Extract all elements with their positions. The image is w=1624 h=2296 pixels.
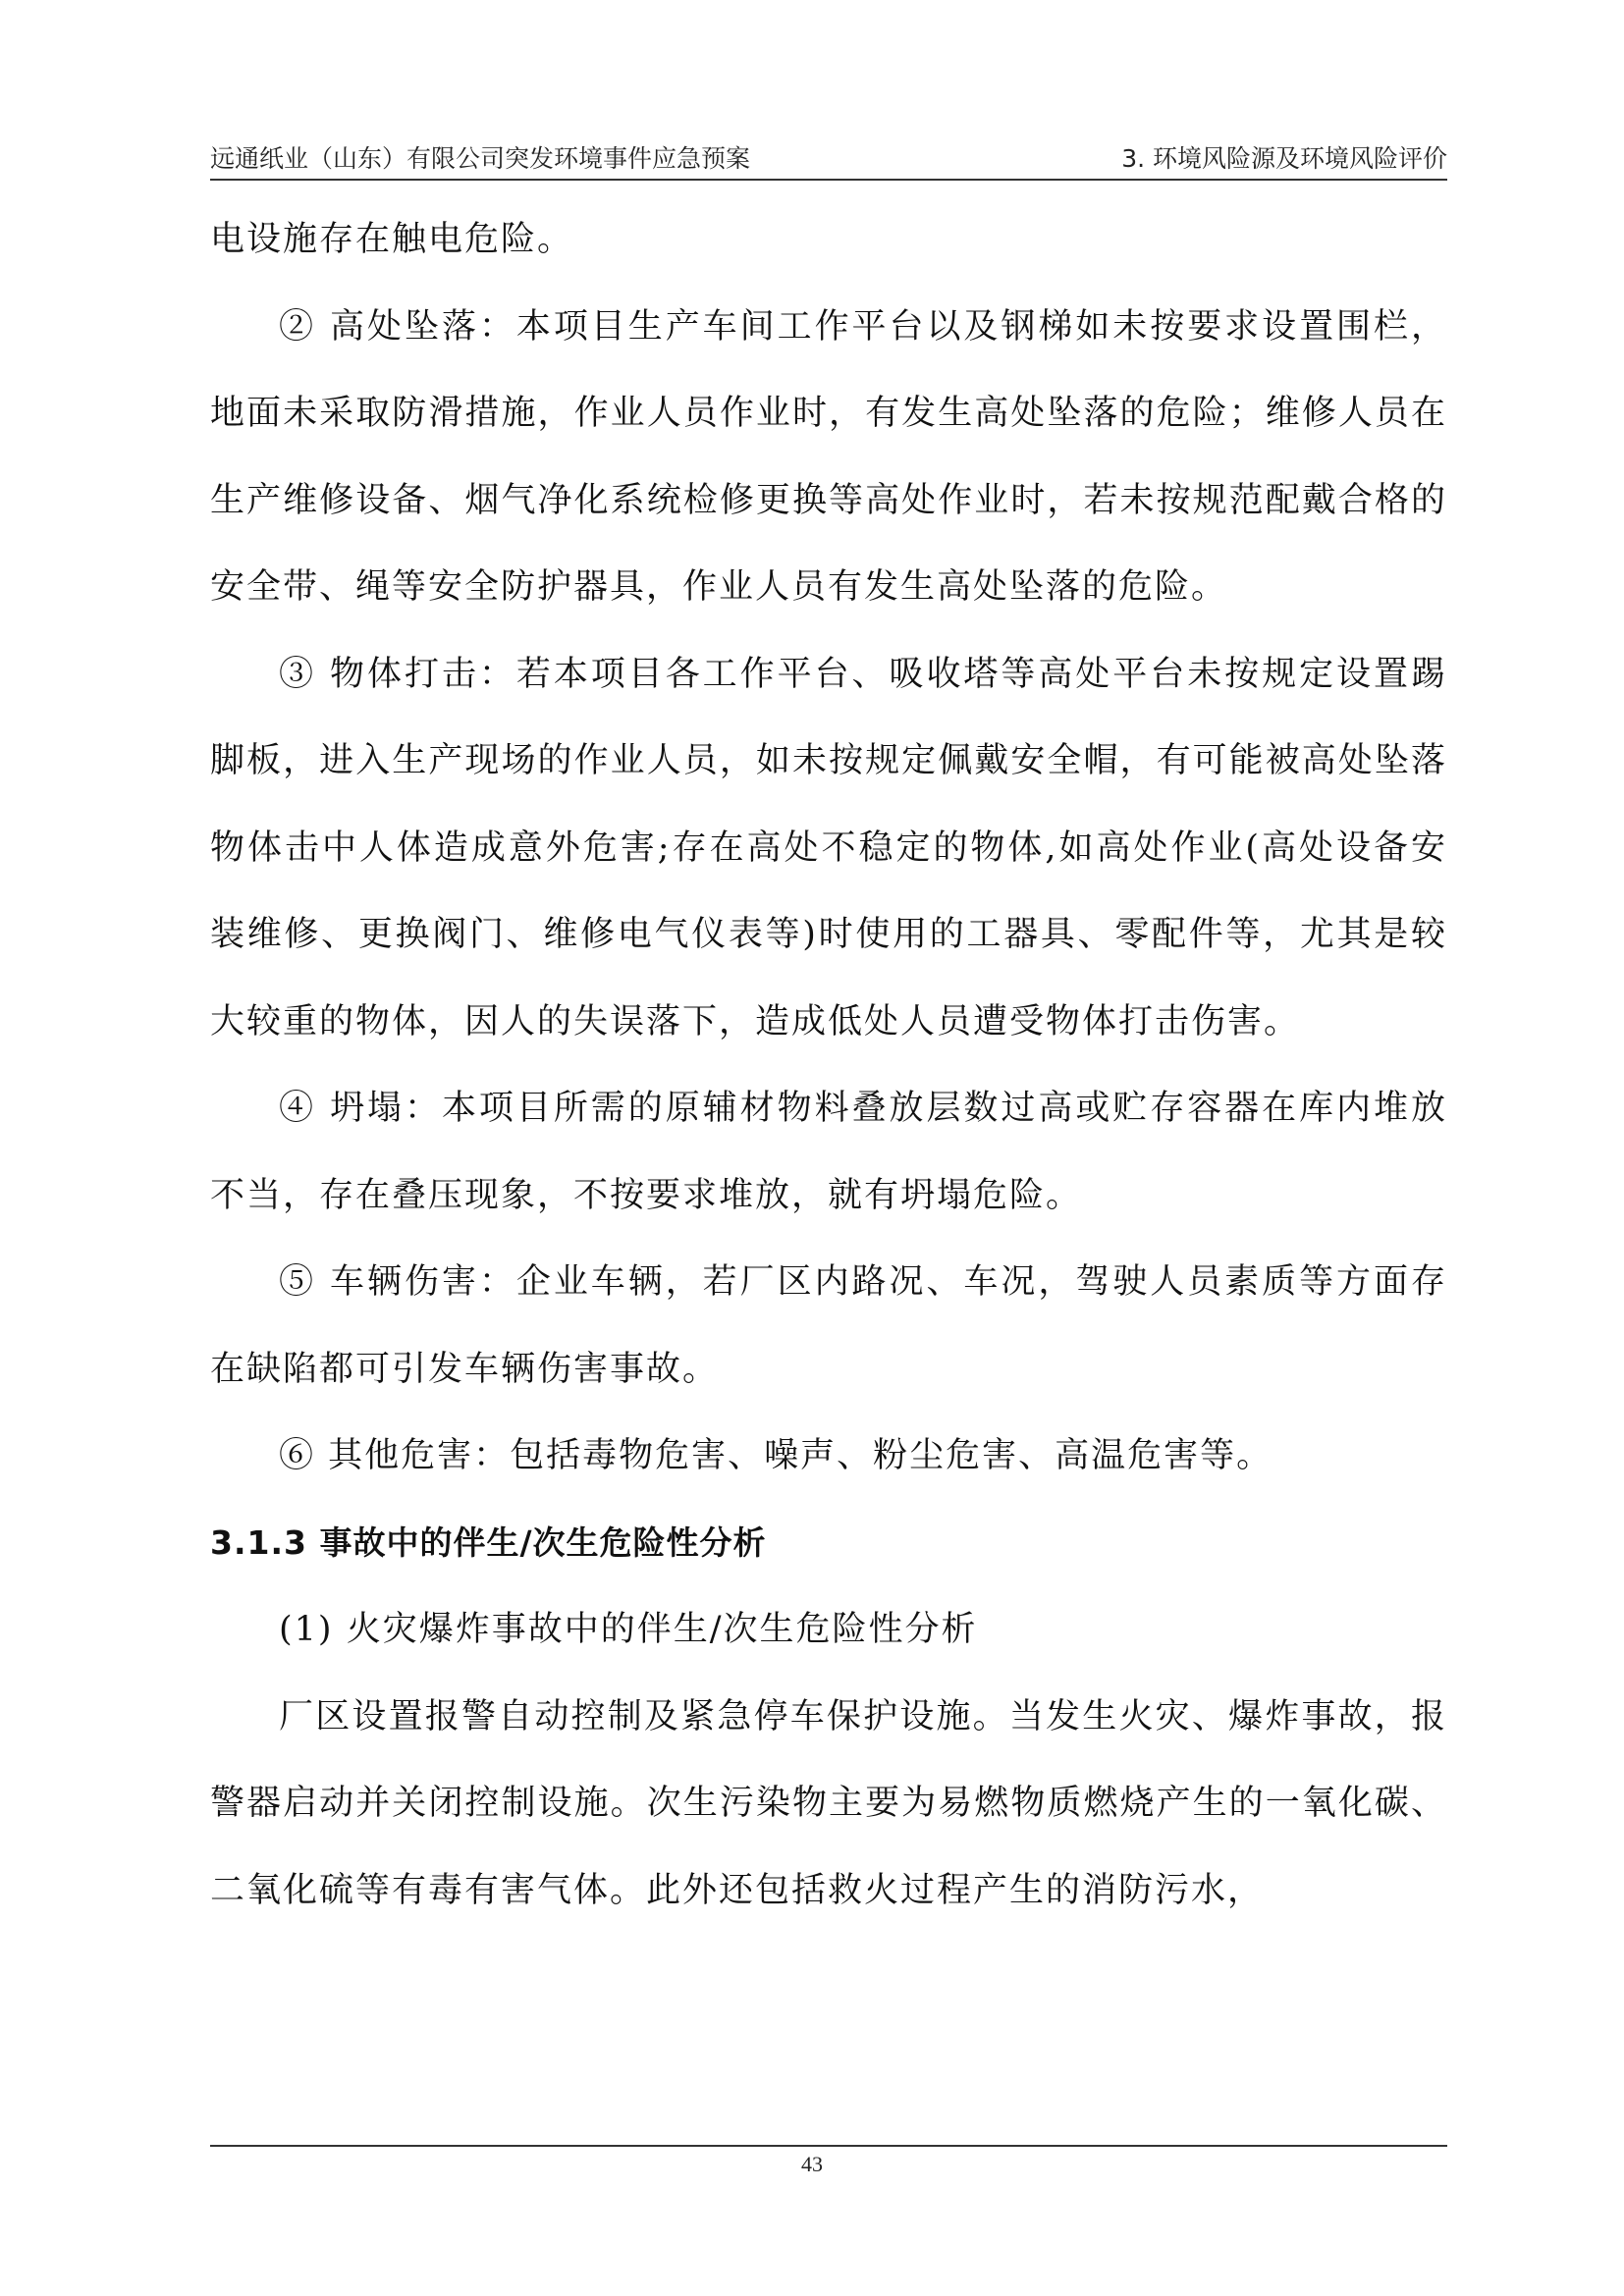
paragraph-collapse: ④ 坍塌：本项目所需的原辅材物料叠放层数过高或贮存容器在库内堆放不当，存在叠压现象，不按要求堆放，就有坍塌危险。 (210, 1089, 1447, 1215)
page-header (210, 135, 1447, 175)
page-number: 43 (801, 2152, 823, 2176)
paragraph-fall-from-height: ② 高处坠落：本项目生产车间工作平台以及钢梯如未按要求设置围栏，地面未采取防滑措施，作业人员作业时，有发生高处坠落的危险；维修人员在生产维修设备、烟气净化系统检修更换等高处作业时，若未按规范配戴合格的安全带、绳等安全防护器具，作业人员有发生高处坠落的危险。 (210, 306, 1447, 607)
paragraph-other-hazards: ⑥ 其他危害：包括毒物危害、噪声、粉尘危害、高温危害等。 (279, 1436, 1273, 1475)
header-divider (210, 179, 1447, 181)
paragraph-electric-continued: 电设施存在触电危险。 (210, 220, 574, 259)
paragraph-vehicle-injury: ⑤ 车辆伤害：企业车辆，若厂区内路况、车况，驾驶人员素质等方面存在缺陷都可引发车辆伤害事故。 (210, 1262, 1447, 1389)
paragraph-object-strike: ③ 物体打击：若本项目各工作平台、吸收塔等高处平台未按规定设置踢脚板，进入生产现场的作业人员，如未按规定佩戴安全帽，有可能被高处坠落物体击中人体造成意外危害;存在高处不稳定的物体,如高处作业(高处设备安装维修、更换阀门、维修电气仪表等)时使用的工器具、零配件等，尤其是较大较重的物体，因人的失误落下，造成低处人员遭受物体打击伤害。 (210, 654, 1447, 1041)
paragraph-fire-explosion: 厂区设置报警自动控制及紧急停车保护设施。当发生火灾、爆炸事故，报警器启动并关闭控制设施。次生污染物主要为易燃物质燃烧产生的一氧化碳、二氧化硫等有毒有害气体。此外还包括救火过程产生的消防污水， (210, 1696, 1447, 1910)
page-body (210, 196, 1447, 1934)
section-heading: 3.1.3 事故中的伴生/次生危险性分析 (210, 1522, 767, 1562)
footer-divider (210, 2145, 1447, 2147)
header-document-title: 远通纸业（山东）有限公司突发环境事件应急预案 (210, 144, 751, 173)
header-chapter-title: 3. 环境风险源及环境风险评价 (1121, 144, 1447, 173)
subsection-title: (1) 火灾爆炸事故中的伴生/次生危险性分析 (279, 1610, 978, 1649)
